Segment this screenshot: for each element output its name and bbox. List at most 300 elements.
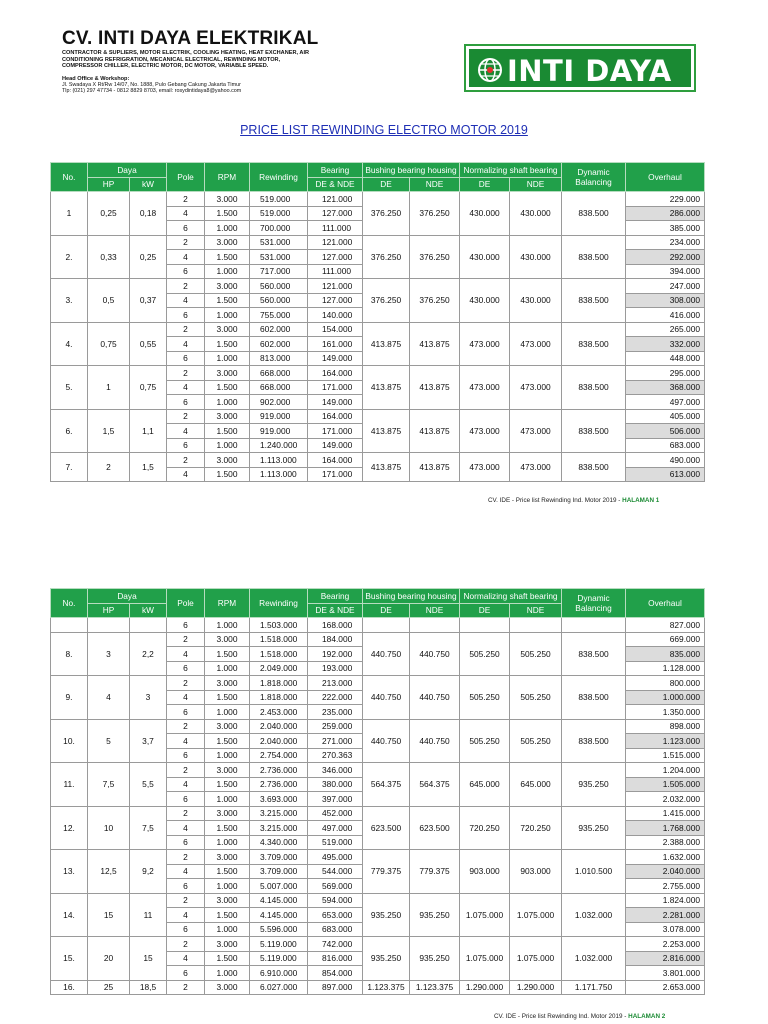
- power-hp: 1,5: [88, 409, 130, 453]
- bearing-price: 127.000: [308, 250, 363, 265]
- rpm-cell: 1.000: [205, 879, 250, 894]
- dynamic-balancing-price: 838.500: [562, 366, 626, 410]
- power-kw: 1,1: [130, 409, 167, 453]
- rewinding-price: 5.119.000: [250, 937, 308, 952]
- rewinding-price: 2.040.000: [250, 719, 308, 734]
- header-bushing-de: DE: [363, 177, 410, 192]
- bearing-price: 121.000: [308, 192, 363, 207]
- motor-number: 8.: [51, 632, 88, 676]
- dynamic-balancing-price: 838.500: [562, 719, 626, 763]
- bearing-price: 653.000: [308, 908, 363, 923]
- power-kw: 15: [130, 937, 167, 981]
- rewinding-price: 6.910.000: [250, 966, 308, 981]
- rpm-cell: 1.000: [205, 221, 250, 236]
- pole-cell: 4: [167, 821, 205, 836]
- overhaul-price: 1.128.000: [626, 661, 705, 676]
- table-row: [51, 322, 705, 337]
- rpm-cell: 1.500: [205, 734, 250, 749]
- bushing-de-price: 376.250: [363, 192, 410, 236]
- rewinding-price: 519.000: [250, 206, 308, 221]
- power-hp: 12,5: [88, 850, 130, 894]
- rpm-cell: 3.000: [205, 632, 250, 647]
- normalizing-nde-price: 473.000: [510, 366, 562, 410]
- normalizing-nde-price: 1.075.000: [510, 893, 562, 937]
- rewinding-price: 668.000: [250, 366, 308, 381]
- bushing-nde-price: 376.250: [410, 235, 460, 279]
- normalizing-de-price: 1.290.000: [460, 980, 510, 995]
- pole-cell: 6: [167, 221, 205, 236]
- header-normalizing: Normalizing shaft bearing: [460, 163, 562, 178]
- bearing-price: 742.000: [308, 937, 363, 952]
- rewinding-price: 560.000: [250, 293, 308, 308]
- rpm-cell: 1.000: [205, 438, 250, 453]
- rpm-cell: 1.500: [205, 250, 250, 265]
- normalizing-nde-price: 473.000: [510, 453, 562, 482]
- power-hp: 10: [88, 806, 130, 850]
- pole-cell: 6: [167, 748, 205, 763]
- pole-cell: 2: [167, 279, 205, 294]
- normalizing-nde-price: 473.000: [510, 322, 562, 366]
- overhaul-price: 2.253.000: [626, 937, 705, 952]
- normalizing-nde-price: 505.250: [510, 632, 562, 676]
- rpm-cell: 3.000: [205, 409, 250, 424]
- rpm-cell: 1.500: [205, 690, 250, 705]
- motor-number: 3.: [51, 279, 88, 323]
- letterhead: [62, 30, 702, 130]
- overhaul-price: 234.000: [626, 235, 705, 250]
- header-normalizing-nde: NDE: [510, 177, 562, 192]
- pole-cell: 6: [167, 966, 205, 981]
- table-row: [51, 980, 705, 995]
- dynamic-balancing-price: 935.250: [562, 806, 626, 850]
- bushing-de-price: 935.250: [363, 893, 410, 937]
- rpm-cell: 3.000: [205, 893, 250, 908]
- normalizing-de-price: 430.000: [460, 235, 510, 279]
- power-hp: 25: [88, 980, 130, 995]
- rewinding-price: 717.000: [250, 264, 308, 279]
- bushing-nde-price: 440.750: [410, 632, 460, 676]
- bearing-price: 121.000: [308, 279, 363, 294]
- overhaul-price: 405.000: [626, 409, 705, 424]
- bushing-nde-price: 413.875: [410, 366, 460, 410]
- header-no: No.: [51, 163, 88, 192]
- motor-number: 11.: [51, 763, 88, 807]
- bearing-price: 816.000: [308, 951, 363, 966]
- pole-cell: 2: [167, 235, 205, 250]
- pole-cell: 4: [167, 250, 205, 265]
- rewinding-price: 2.040.000: [250, 734, 308, 749]
- motor-number: 1: [51, 192, 88, 236]
- table-row: [51, 235, 705, 250]
- company-logo: [464, 44, 696, 92]
- power-hp: 20: [88, 937, 130, 981]
- dynamic-balancing-price: 1.171.750: [562, 980, 626, 995]
- pole-cell: 6: [167, 705, 205, 720]
- bushing-de-price: 440.750: [363, 719, 410, 763]
- pole-cell: 4: [167, 734, 205, 749]
- table-row: [51, 279, 705, 294]
- power-hp: 2: [88, 453, 130, 482]
- rpm-cell: 1.000: [205, 792, 250, 807]
- normalizing-de-price: 473.000: [460, 453, 510, 482]
- empty-cell: [130, 618, 167, 633]
- pole-cell: 2: [167, 893, 205, 908]
- footer-page-number: HALAMAN 1: [622, 497, 660, 504]
- rpm-cell: 1.000: [205, 966, 250, 981]
- bearing-price: 168.000: [308, 618, 363, 633]
- pole-cell: 2: [167, 980, 205, 995]
- bearing-price: 235.000: [308, 705, 363, 720]
- power-kw: 1,5: [130, 453, 167, 482]
- pole-cell: 6: [167, 835, 205, 850]
- empty-cell: [51, 618, 88, 633]
- rewinding-price: 1.113.000: [250, 467, 308, 482]
- overhaul-price: 416.000: [626, 308, 705, 323]
- rpm-cell: 3.000: [205, 366, 250, 381]
- pole-cell: 2: [167, 453, 205, 468]
- dynamic-balancing-price: 935.250: [562, 763, 626, 807]
- overhaul-price: 229.000: [626, 192, 705, 207]
- motor-number: 13.: [51, 850, 88, 894]
- dynamic-balancing-price: 838.500: [562, 192, 626, 236]
- bearing-price: 111.000: [308, 221, 363, 236]
- table-row: [51, 618, 705, 633]
- dynamic-balancing-price: 1.010.500: [562, 850, 626, 894]
- dynamic-balancing-price: 1.032.000: [562, 937, 626, 981]
- normalizing-nde-price: 430.000: [510, 192, 562, 236]
- bearing-price: 594.000: [308, 893, 363, 908]
- overhaul-price: 308.000: [626, 293, 705, 308]
- motor-number: 5.: [51, 366, 88, 410]
- overhaul-price: 1.515.000: [626, 748, 705, 763]
- rewinding-price: 1.518.000: [250, 647, 308, 662]
- power-hp: 7,5: [88, 763, 130, 807]
- power-kw: 0,75: [130, 366, 167, 410]
- motor-number: 12.: [51, 806, 88, 850]
- bushing-de-price: 623.500: [363, 806, 410, 850]
- overhaul-price: 1.768.000: [626, 821, 705, 836]
- header-daya: Daya: [88, 589, 167, 604]
- overhaul-price: 1.824.000: [626, 893, 705, 908]
- rewinding-price: 602.000: [250, 322, 308, 337]
- bearing-price: 452.000: [308, 806, 363, 821]
- bearing-price: 149.000: [308, 351, 363, 366]
- bearing-price: 193.000: [308, 661, 363, 676]
- header-overhaul: Overhaul: [626, 163, 705, 192]
- bushing-de-price: 1.123.375: [363, 980, 410, 995]
- header-normalizing-de: DE: [460, 177, 510, 192]
- motor-number: 14.: [51, 893, 88, 937]
- footer-text: CV. IDE - Price list Rewinding Ind. Motor 2019 -: [488, 497, 621, 504]
- rpm-cell: 1.000: [205, 351, 250, 366]
- normalizing-nde-price: 430.000: [510, 235, 562, 279]
- header-normalizing-de: DE: [460, 603, 510, 618]
- pole-cell: 6: [167, 922, 205, 937]
- logo-text: INTI DAYA: [507, 54, 672, 88]
- pole-cell: 4: [167, 467, 205, 482]
- pole-cell: 4: [167, 293, 205, 308]
- rpm-cell: 1.500: [205, 380, 250, 395]
- overhaul-price: 394.000: [626, 264, 705, 279]
- power-kw: 7,5: [130, 806, 167, 850]
- motor-number: 7.: [51, 453, 88, 482]
- bearing-price: 497.000: [308, 821, 363, 836]
- bearing-price: 222.000: [308, 690, 363, 705]
- rewinding-price: 2.736.000: [250, 777, 308, 792]
- header-hp: HP: [88, 603, 130, 618]
- rewinding-price: 1.818.000: [250, 676, 308, 691]
- power-kw: 18,5: [130, 980, 167, 995]
- bushing-nde-price: 623.500: [410, 806, 460, 850]
- bearing-price: 192.000: [308, 647, 363, 662]
- table-row: [51, 366, 705, 381]
- rpm-cell: 1.000: [205, 661, 250, 676]
- header-de-nde: DE & NDE: [308, 177, 363, 192]
- normalizing-nde-price: 645.000: [510, 763, 562, 807]
- rpm-cell: 3.000: [205, 279, 250, 294]
- bearing-price: 161.000: [308, 337, 363, 352]
- bearing-price: 259.000: [308, 719, 363, 734]
- pole-cell: 4: [167, 951, 205, 966]
- normalizing-nde-price: 473.000: [510, 409, 562, 453]
- dynamic-balancing-price: 1.032.000: [562, 893, 626, 937]
- rewinding-price: 531.000: [250, 235, 308, 250]
- bearing-price: 897.000: [308, 980, 363, 995]
- rewinding-price: 4.340.000: [250, 835, 308, 850]
- header-normalizing: Normalizing shaft bearing: [460, 589, 562, 604]
- bearing-price: 346.000: [308, 763, 363, 778]
- overhaul-price: 1.000.000: [626, 690, 705, 705]
- rewinding-price: 755.000: [250, 308, 308, 323]
- footer-text: CV. IDE - Price list Rewinding Ind. Motor 2019 -: [494, 1013, 627, 1020]
- bearing-price: 140.000: [308, 308, 363, 323]
- bearing-price: 154.000: [308, 322, 363, 337]
- normalizing-de-price: 473.000: [460, 366, 510, 410]
- bushing-nde-price: 413.875: [410, 409, 460, 453]
- motor-number: 10.: [51, 719, 88, 763]
- power-kw: 3: [130, 676, 167, 720]
- header-rewinding: Rewinding: [250, 589, 308, 618]
- power-hp: 3: [88, 632, 130, 676]
- overhaul-price: 3.078.000: [626, 922, 705, 937]
- header-pole: Pole: [167, 163, 205, 192]
- rpm-cell: 1.500: [205, 777, 250, 792]
- bearing-price: 271.000: [308, 734, 363, 749]
- rpm-cell: 3.000: [205, 676, 250, 691]
- pole-cell: 2: [167, 366, 205, 381]
- motor-number: 16.: [51, 980, 88, 995]
- bushing-nde-price: 376.250: [410, 279, 460, 323]
- pole-cell: 2: [167, 806, 205, 821]
- footer-page-2: [494, 1013, 665, 1020]
- rpm-cell: 1.000: [205, 835, 250, 850]
- bearing-price: 127.000: [308, 293, 363, 308]
- rpm-cell: 1.500: [205, 337, 250, 352]
- header-overhaul: Overhaul: [626, 589, 705, 618]
- table-row: [51, 192, 705, 207]
- bushing-de-price: 564.375: [363, 763, 410, 807]
- rpm-cell: 3.000: [205, 453, 250, 468]
- pole-cell: 4: [167, 908, 205, 923]
- normalizing-nde-price: 1.290.000: [510, 980, 562, 995]
- rpm-cell: 1.500: [205, 206, 250, 221]
- header-daya: Daya: [88, 163, 167, 178]
- power-kw: 2,2: [130, 632, 167, 676]
- rewinding-price: 1.240.000: [250, 438, 308, 453]
- overhaul-price: 247.000: [626, 279, 705, 294]
- rewinding-price: 3.709.000: [250, 850, 308, 865]
- rpm-cell: 1.000: [205, 618, 250, 633]
- pole-cell: 6: [167, 879, 205, 894]
- price-table-2: [50, 588, 705, 995]
- rpm-cell: 1.500: [205, 467, 250, 482]
- bearing-price: 683.000: [308, 922, 363, 937]
- dynamic-balancing-price: 838.500: [562, 279, 626, 323]
- bushing-de-price: 779.375: [363, 850, 410, 894]
- empty-cell: [510, 618, 562, 633]
- dynamic-balancing-price: 838.500: [562, 453, 626, 482]
- normalizing-de-price: 1.075.000: [460, 893, 510, 937]
- bearing-price: 111.000: [308, 264, 363, 279]
- rewinding-price: 919.000: [250, 424, 308, 439]
- header-bushing-de: DE: [363, 603, 410, 618]
- motor-number: 4.: [51, 322, 88, 366]
- rpm-cell: 1.500: [205, 821, 250, 836]
- rpm-cell: 3.000: [205, 980, 250, 995]
- overhaul-price: 448.000: [626, 351, 705, 366]
- overhaul-price: 669.000: [626, 632, 705, 647]
- overhaul-price: 2.755.000: [626, 879, 705, 894]
- motor-number: 6.: [51, 409, 88, 453]
- bushing-nde-price: 376.250: [410, 192, 460, 236]
- bearing-price: 149.000: [308, 395, 363, 410]
- overhaul-price: 497.000: [626, 395, 705, 410]
- page-title: PRICE LIST REWINDING ELECTRO MOTOR 2019: [240, 123, 528, 137]
- pole-cell: 2: [167, 719, 205, 734]
- bushing-de-price: 413.875: [363, 453, 410, 482]
- pole-cell: 6: [167, 618, 205, 633]
- power-hp: 15: [88, 893, 130, 937]
- bearing-price: 127.000: [308, 206, 363, 221]
- rewinding-price: 2.736.000: [250, 763, 308, 778]
- globe-icon: [477, 57, 503, 83]
- normalizing-de-price: 505.250: [460, 719, 510, 763]
- rewinding-price: 560.000: [250, 279, 308, 294]
- power-hp: 0,25: [88, 192, 130, 236]
- bearing-price: 495.000: [308, 850, 363, 865]
- bearing-price: 121.000: [308, 235, 363, 250]
- header-bushing: Bushing bearing housing: [363, 589, 460, 604]
- bushing-de-price: 413.875: [363, 322, 410, 366]
- rewinding-price: 919.000: [250, 409, 308, 424]
- header-bushing-nde: NDE: [410, 177, 460, 192]
- bearing-price: 171.000: [308, 467, 363, 482]
- overhaul-price: 265.000: [626, 322, 705, 337]
- motor-number: 2.: [51, 235, 88, 279]
- header-dynamic: Dynamic Balancing: [562, 163, 626, 192]
- company-description: CONTRACTOR & SUPLIERS, MOTOR ELECTRIK, COOLING HEATING, HEAT EXCHANER, AIR CONDITIONING REFRIGRATION, MECANICAL ELECTRICAL, REWINDING MOTOR, COMPRESSOR CHILLER, ELECTRIC MOTOR, DC MOTOR, VARIABLE SPEED.: [62, 50, 310, 70]
- normalizing-de-price: 903.000: [460, 850, 510, 894]
- dynamic-balancing-price: 838.500: [562, 632, 626, 676]
- overhaul-price: 295.000: [626, 366, 705, 381]
- bearing-price: 164.000: [308, 453, 363, 468]
- power-hp: 0,5: [88, 279, 130, 323]
- normalizing-nde-price: 505.250: [510, 676, 562, 720]
- pole-cell: 2: [167, 763, 205, 778]
- bushing-de-price: 376.250: [363, 279, 410, 323]
- normalizing-de-price: 505.250: [460, 632, 510, 676]
- overhaul-price: 1.350.000: [626, 705, 705, 720]
- bearing-price: 397.000: [308, 792, 363, 807]
- power-kw: 5,5: [130, 763, 167, 807]
- rpm-cell: 3.000: [205, 850, 250, 865]
- overhaul-price: 286.000: [626, 206, 705, 221]
- rewinding-price: 3.215.000: [250, 821, 308, 836]
- power-hp: 5: [88, 719, 130, 763]
- normalizing-nde-price: 903.000: [510, 850, 562, 894]
- pole-cell: 6: [167, 308, 205, 323]
- table-row: [51, 893, 705, 908]
- bushing-nde-price: 440.750: [410, 719, 460, 763]
- pole-cell: 6: [167, 792, 205, 807]
- overhaul-price: 1.123.000: [626, 734, 705, 749]
- normalizing-de-price: 1.075.000: [460, 937, 510, 981]
- bushing-nde-price: 564.375: [410, 763, 460, 807]
- pole-cell: 6: [167, 264, 205, 279]
- overhaul-price: 1.204.000: [626, 763, 705, 778]
- bearing-price: 544.000: [308, 864, 363, 879]
- rpm-cell: 3.000: [205, 719, 250, 734]
- overhaul-price: 332.000: [626, 337, 705, 352]
- normalizing-de-price: 645.000: [460, 763, 510, 807]
- header-de-nde: DE & NDE: [308, 603, 363, 618]
- overhaul-price: 800.000: [626, 676, 705, 691]
- pole-cell: 4: [167, 424, 205, 439]
- overhaul-price: 827.000: [626, 618, 705, 633]
- rewinding-price: 4.145.000: [250, 893, 308, 908]
- table-row: [51, 763, 705, 778]
- empty-cell: [460, 618, 510, 633]
- bushing-nde-price: 1.123.375: [410, 980, 460, 995]
- overhaul-price: 898.000: [626, 719, 705, 734]
- overhaul-price: 1.415.000: [626, 806, 705, 821]
- rewinding-price: 3.215.000: [250, 806, 308, 821]
- pole-cell: 2: [167, 409, 205, 424]
- overhaul-price: 1.632.000: [626, 850, 705, 865]
- rewinding-price: 2.453.000: [250, 705, 308, 720]
- rpm-cell: 1.500: [205, 864, 250, 879]
- pole-cell: 4: [167, 380, 205, 395]
- rewinding-price: 2.049.000: [250, 661, 308, 676]
- rpm-cell: 1.500: [205, 951, 250, 966]
- rpm-cell: 1.500: [205, 293, 250, 308]
- pole-cell: 2: [167, 192, 205, 207]
- table-row: [51, 719, 705, 734]
- header-rpm: RPM: [205, 163, 250, 192]
- overhaul-price: 2.032.000: [626, 792, 705, 807]
- rewinding-price: 1.518.000: [250, 632, 308, 647]
- rewinding-price: 602.000: [250, 337, 308, 352]
- header-bearing: Bearing: [308, 589, 363, 604]
- header-rpm: RPM: [205, 589, 250, 618]
- table-row: [51, 806, 705, 821]
- pole-cell: 4: [167, 337, 205, 352]
- bushing-de-price: 376.250: [363, 235, 410, 279]
- header-pole: Pole: [167, 589, 205, 618]
- header-normalizing-nde: NDE: [510, 603, 562, 618]
- normalizing-de-price: 430.000: [460, 192, 510, 236]
- header-no: No.: [51, 589, 88, 618]
